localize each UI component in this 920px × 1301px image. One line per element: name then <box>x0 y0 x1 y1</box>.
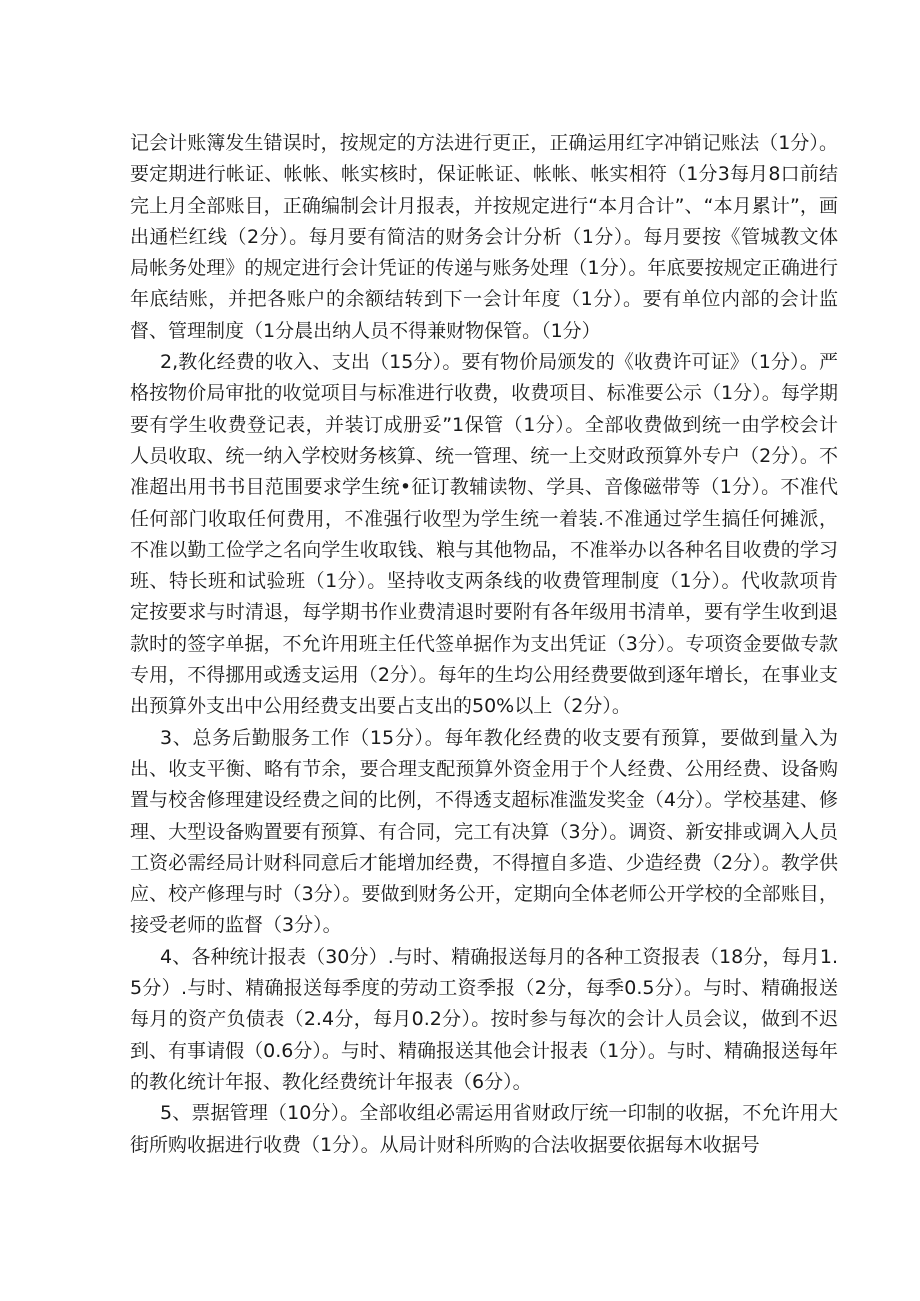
paragraph-education-funds: 2,教化经费的收入、支出（15分）。要有物价局颁发的《收费许可证》（1分）。严格按物价局审批的收觉项目与标准进行收费，收费项目、标准要公示（1分）。每学期要有学生收费登记表，并装订成册妥”1保管（1分）。全部收费做到统一由学校会计人员收取、统一纳入学校财务核算、统一管理、统一上交财政预算外专户（2分）。不准超出用书书目范围要求学生统•征订教辅读物、学具、音像磁带等（1分）。不准代任何部门收取任何费用，不准强行收型为学生统一着装.不准通过学生搞任何摊派，不准以勤工俭学之名向学生收取钱、粮与其他物品，不准举办以各种名目收费的学习班、特长班和试验班（1分）。坚持收支两条线的收费管理制度（1分）。代收款项肯定按要求与时清退，每学期书作业费清退时要附有各年级用书清单，要有学生收到退款时的签字单据，不允许用班主任代签单据作为支出凭证（3分）。专项资金要做专款专用，不得挪用或透支运用（2分）。每年的生均公用经费要做到逐年增长，在事业支出预算外支出中公用经费支出要占支出的50%以上（2分）。 <box>130 351 838 718</box>
paragraph-logistics-services: 3、总务后勤服务工作（15分）。每年教化经费的收支要有预算，要做到量入为出、收支平衡、略有节余，要合理支配预算外资金用于个人经费、公用经费、设备购置与校舍修理建设经费之间的比例，不得透支超标准滥发奖金（4分）。学校基建、修理、大型设备购置要有预算、有合同，完工有决算（3分）。调资、新安排或调入人员工资必需经局计财科同意后才能增加经费，不得擅自多造、少造经费（2分）。教学供应、校产修理与时（3分）。要做到财务公开，定期向全体老师公开学校的全部账目，接受老师的监督（3分）。 <box>130 726 838 937</box>
paragraph-accounting-records: 记会计账簿发生错误时，按规定的方法进行更正，正确运用红字冲销记账法（1分）。要定期进行帐证、帐帐、帐实核时，保证帐证、帐帐、帐实相符（1分3每月8口前结完上月全部账目，正确编制会计月报表，并按规定进行“本月合计”、“本月累计”，画出通栏红线（2分）。每月要有简洁的财务会计分析（1分）。每月要按《管城教文体局帐务处理》的规定进行会计凭证的传递与账务处理（1分）。年底要按规定正确进行年底结账，并把各账户的余额结转到下一会计年度（1分）。要有单位内部的会计监督、管理制度（1分晨出纳人员不得兼财物保管。（1分） <box>130 132 838 342</box>
document-body <box>130 128 838 1161</box>
paragraph-receipt-management: 5、票据管理（10分）。全部收组必需运用省财政厅统一印制的收据，不允许用大街所购收据进行收费（1分）。从局计财科所购的合法收据要依据每木收据号 <box>130 1102 838 1156</box>
paragraph-statistical-reports: 4、各种统计报表（30分）.与时、精确报送每月的各种工资报表（18分，每月1.5分）.与时、精确报送每季度的劳动工资季报（2分，每季0.5分）。与时、精确报送每月的资产负债表（2.4分，每月0.2分）。按时参与每次的会计人员会议，做到不迟到、有事请假（0.6分）。与时、精确报送其他会计报表（1分）。与时、精确报送每年的教化统计年报、教化经费统计年报表（6分）。 <box>130 945 838 1093</box>
